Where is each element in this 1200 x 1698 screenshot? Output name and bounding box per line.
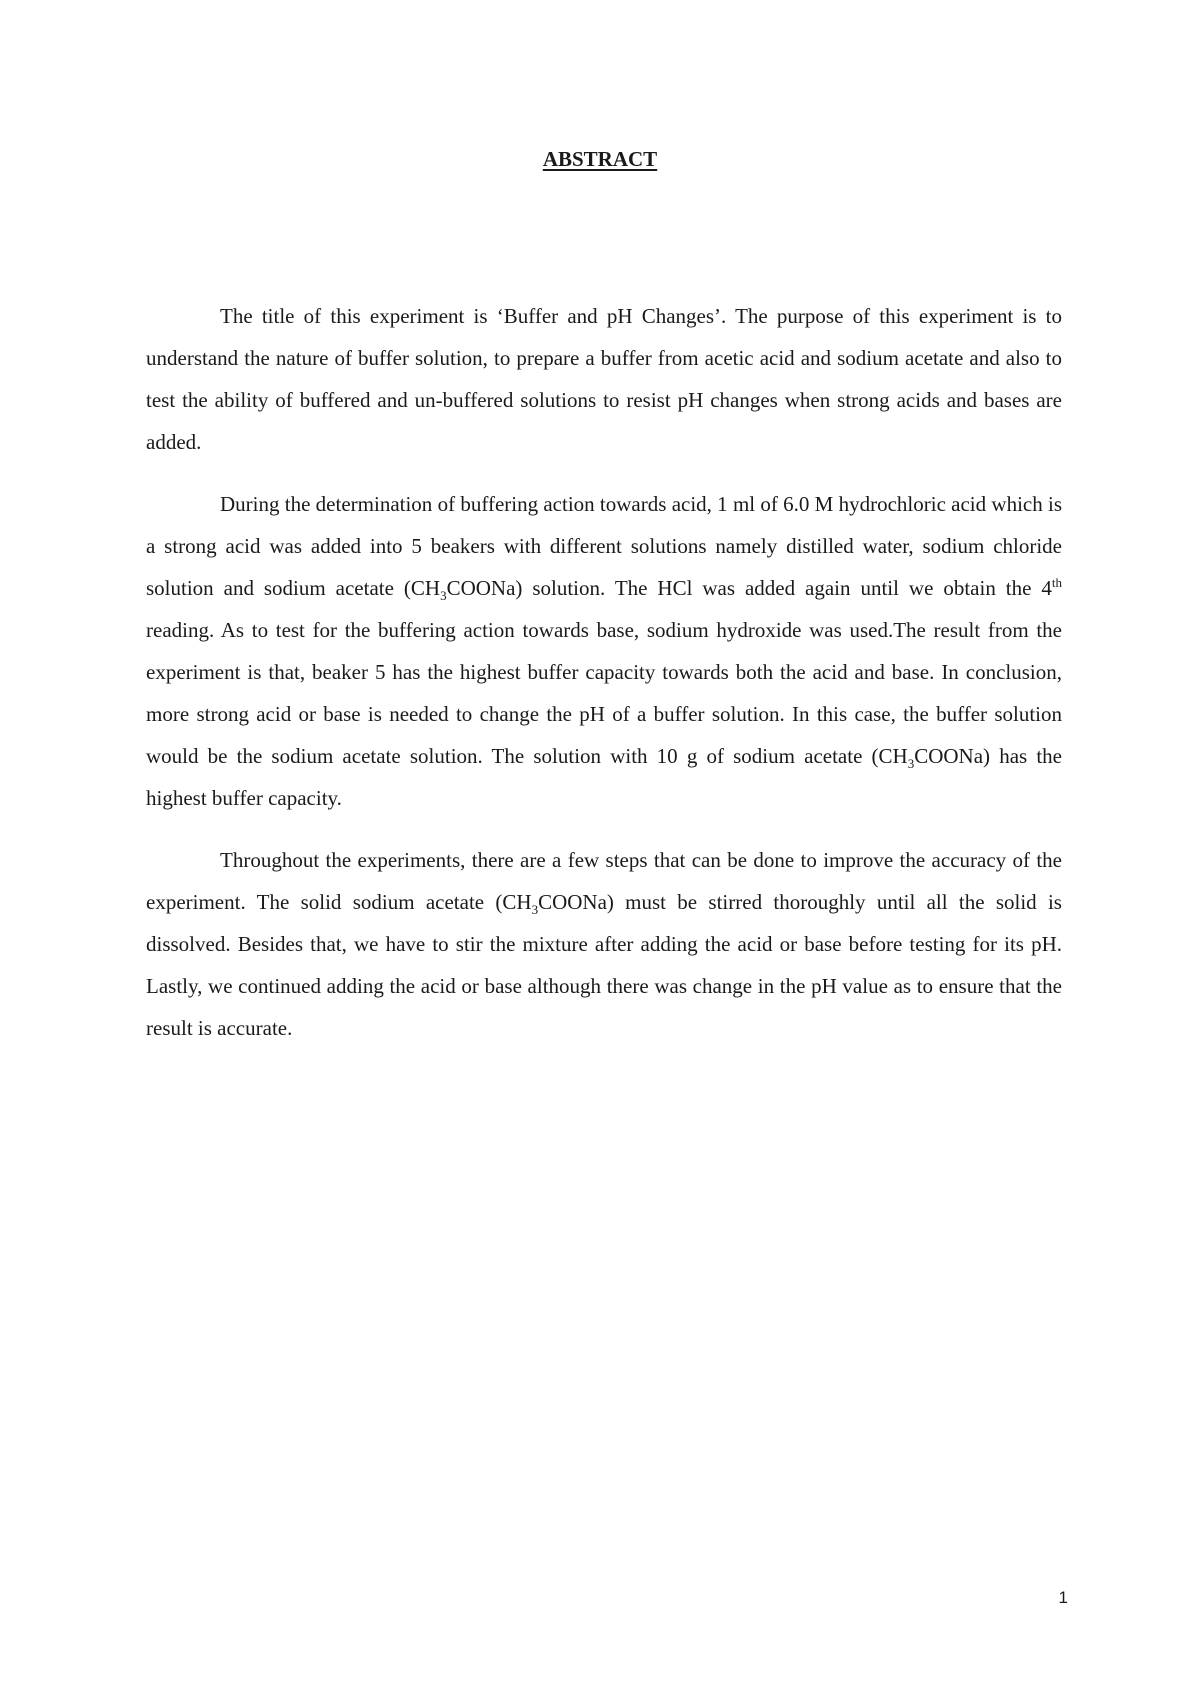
paragraph-3-text-2: COONa) must be stirred thoroughly until all the solid is dissolved. Besides that, we have to stir the mixture after adding the acid or base before testing for its pH. Lastly, we continued adding the acid or base although there was change in the pH value as to ensure that the result is accurate.: [146, 890, 1062, 1040]
paragraph-method-results: [146, 483, 1062, 819]
paragraph-intro: The title of this experiment is ‘Buffer and pH Changes’. The purpose of this experiment is to understand the nature of buffer solution, to prepare a buffer from acetic acid and sodium acetate and also to test the ability of buffered and un-buffered solutions to resist pH changes when strong acids and bases are added.: [146, 304, 1062, 454]
paragraph-2-text-1: During the determination of buffering action towards acid, 1 ml of 6.0 M hydrochloric acid which is a strong acid was added into 5 beakers with different solutions namely distilled water, sodium chloride solution and sodium acetate (CH: [146, 492, 1062, 600]
abstract-heading: ABSTRACT: [542, 147, 658, 171]
subscript-3: 3: [907, 756, 915, 772]
superscript-th: th: [1051, 575, 1062, 590]
page-number: 1: [1058, 1588, 1068, 1607]
paragraph-improvements: [146, 839, 1062, 1049]
paragraph-2-text-2: COONa) solution. The HCl was added again until we obtain the 4: [446, 576, 1052, 600]
paragraph-2-text-4: COONa) has the highest buffer capacity.: [146, 744, 1062, 810]
subscript-3: 3: [531, 902, 539, 918]
paragraph-3-text-1: Throughout the experiments, there are a few steps that can be done to improve the accuracy of the experiment. The solid sodium acetate (CH: [146, 848, 1062, 914]
subscript-3: 3: [440, 588, 447, 604]
abstract-body: [146, 295, 1062, 1069]
paragraph-2-text-3: reading. As to test for the buffering action towards base, sodium hydroxide was used.The result from the experiment is that, beaker 5 has the highest buffer capacity towards both the acid and base. In conclusion, more strong acid or base is needed to change the pH of a buffer solution. In this case, the buffer solution would be the sodium acetate solution. The solution with 10 g of sodium acetate (CH: [146, 618, 1062, 768]
